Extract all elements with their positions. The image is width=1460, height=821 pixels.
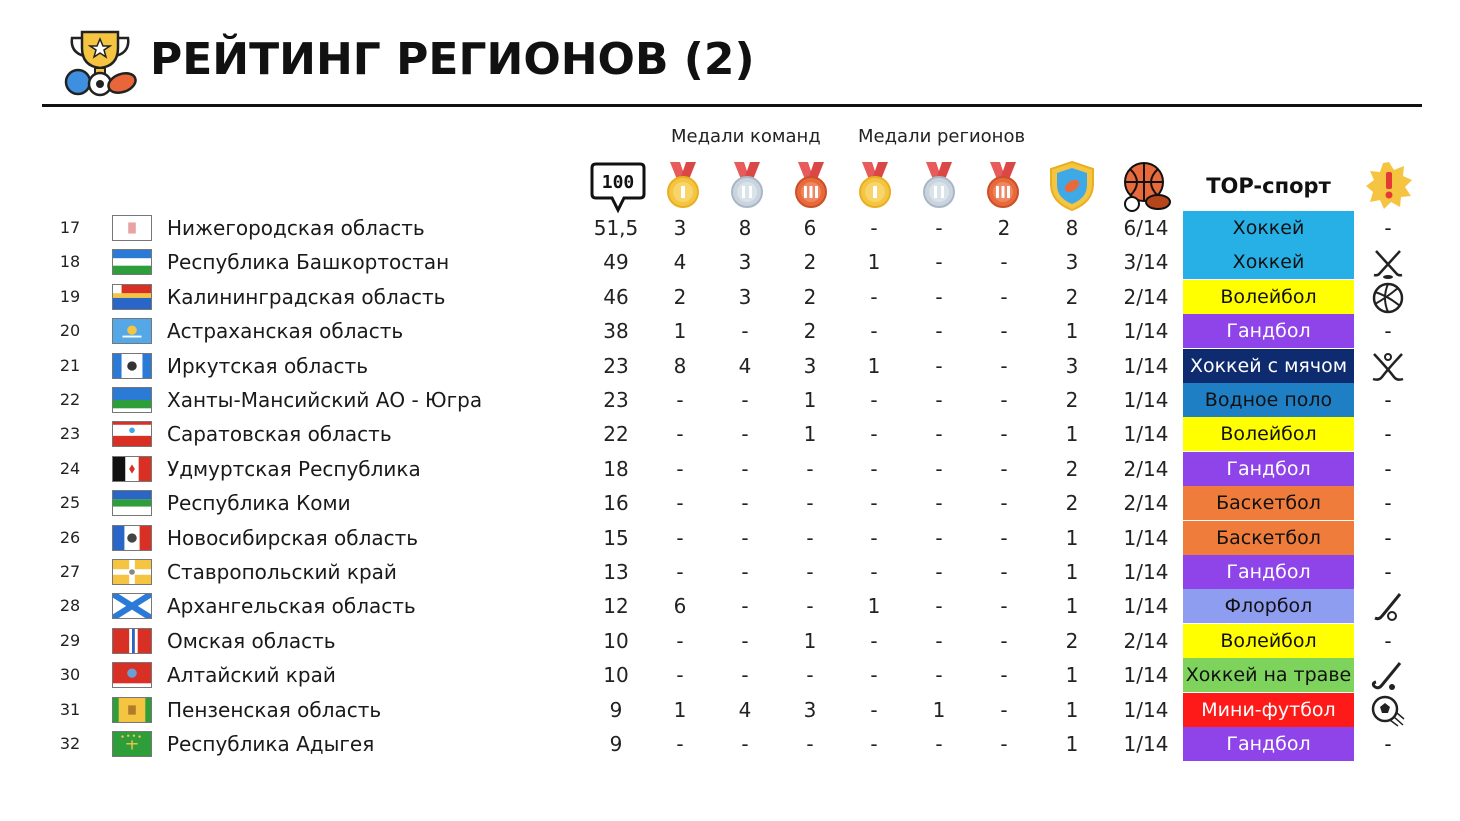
team-silver-count: - bbox=[741, 560, 749, 584]
team-silver-count: 8 bbox=[738, 216, 752, 240]
region-bronze-count: - bbox=[1000, 422, 1008, 447]
region-gold-count: - bbox=[870, 628, 878, 653]
team-gold-count: 6 bbox=[673, 594, 687, 619]
team-silver-count: - bbox=[741, 628, 749, 653]
shield-badge-icon bbox=[1045, 160, 1099, 212]
team-bronze-count: - bbox=[806, 594, 814, 619]
team-silver-count: 4 bbox=[738, 353, 752, 378]
region-name: Ханты-Мансийский АО - Югра bbox=[167, 388, 483, 412]
team-bronze-count: 1 bbox=[803, 422, 817, 447]
team-gold-count: - bbox=[676, 491, 684, 516]
team-gold-count: - bbox=[676, 560, 684, 584]
sports-count: 1 bbox=[1065, 319, 1079, 344]
table-row bbox=[0, 658, 1460, 692]
sports-share: 1/14 bbox=[1123, 388, 1169, 412]
sports-count: 2 bbox=[1065, 284, 1079, 309]
region-name: Удмуртская Республика bbox=[167, 456, 421, 481]
region-name: Архангельская область bbox=[167, 594, 416, 619]
rank-number: 30 bbox=[59, 665, 81, 685]
sports-count: 2 bbox=[1065, 388, 1079, 412]
top-sport-badge: Гандбол bbox=[1183, 452, 1354, 486]
region-name: Калининградская область bbox=[167, 284, 446, 309]
team-bronze-count: 2 bbox=[803, 284, 817, 309]
region-gold-count: - bbox=[870, 456, 878, 481]
region-bronze-count: - bbox=[1000, 663, 1008, 688]
region-name: Алтайский край bbox=[167, 663, 336, 688]
rank-number: 21 bbox=[59, 355, 81, 375]
note-dash: - bbox=[1384, 216, 1392, 240]
team-gold-count: - bbox=[676, 628, 684, 653]
region-gold-count: - bbox=[870, 284, 878, 309]
team-gold-count: 1 bbox=[673, 319, 687, 344]
note-dash: - bbox=[1384, 560, 1392, 584]
team-silver-count: - bbox=[741, 732, 749, 756]
rank-number: 19 bbox=[59, 286, 81, 306]
score-value: 23 bbox=[603, 353, 629, 378]
score-value: 22 bbox=[603, 422, 629, 447]
region-bronze-count: - bbox=[1000, 628, 1008, 653]
region-gold-count: - bbox=[870, 732, 878, 756]
team-silver-count: 4 bbox=[738, 697, 752, 722]
team-gold-count: - bbox=[676, 525, 684, 550]
score-value: 46 bbox=[603, 284, 629, 309]
note-dash: - bbox=[1384, 319, 1392, 344]
table-row bbox=[0, 245, 1460, 279]
bronze-medal-icon-region bbox=[976, 160, 1030, 212]
score-value: 15 bbox=[603, 525, 629, 550]
region-flag-icon bbox=[112, 318, 152, 344]
region-flag-icon bbox=[112, 628, 152, 654]
team-bronze-count: 1 bbox=[803, 388, 817, 412]
rank-number: 26 bbox=[59, 527, 81, 547]
region-bronze-count: - bbox=[1000, 250, 1008, 275]
top-sport-badge: Хоккей bbox=[1183, 211, 1354, 245]
region-name: Пензенская область bbox=[167, 697, 382, 722]
silver-medal-icon-team bbox=[720, 160, 774, 212]
score-value: 12 bbox=[603, 594, 629, 619]
sports-share: 2/14 bbox=[1123, 491, 1169, 516]
region-flag-icon bbox=[112, 215, 152, 241]
sports-share: 1/14 bbox=[1123, 663, 1169, 688]
region-silver-count: 1 bbox=[932, 697, 946, 722]
region-flag-icon bbox=[112, 284, 152, 310]
region-name: Новосибирская область bbox=[167, 525, 419, 550]
rank-number: 28 bbox=[59, 596, 81, 616]
sports-count: 1 bbox=[1065, 594, 1079, 619]
region-silver-count: - bbox=[935, 663, 943, 688]
table-row bbox=[0, 521, 1460, 555]
volleyball-icon bbox=[1368, 280, 1408, 314]
sports-count: 1 bbox=[1065, 525, 1079, 550]
team-gold-count: 1 bbox=[673, 697, 687, 722]
team-bronze-count: - bbox=[806, 456, 814, 481]
region-flag-icon bbox=[112, 490, 152, 516]
table-row bbox=[0, 211, 1460, 245]
region-bronze-count: - bbox=[1000, 388, 1008, 412]
sports-share: 3/14 bbox=[1123, 250, 1169, 275]
header bbox=[62, 24, 1422, 104]
rank-number: 24 bbox=[59, 458, 81, 478]
region-silver-count: - bbox=[935, 594, 943, 619]
futsal-ball-icon bbox=[1368, 693, 1408, 727]
score-value: 49 bbox=[603, 250, 629, 275]
region-silver-count: - bbox=[935, 388, 943, 412]
team-bronze-count: - bbox=[806, 732, 814, 756]
sports-share: 1/14 bbox=[1123, 353, 1169, 378]
region-name: Республика Коми bbox=[167, 491, 351, 516]
score-value: 9 bbox=[609, 697, 623, 722]
score-speech-icon bbox=[590, 160, 646, 216]
region-bronze-count: - bbox=[1000, 697, 1008, 722]
note-dash: - bbox=[1384, 525, 1392, 550]
rank-number: 22 bbox=[59, 390, 81, 409]
rank-number: 29 bbox=[59, 630, 81, 650]
table-row bbox=[0, 555, 1460, 589]
region-flag-icon bbox=[112, 249, 152, 275]
top-sport-badge: Волейбол bbox=[1183, 417, 1354, 451]
page-title: РЕЙТИНГ РЕГИОНОВ (2) bbox=[150, 34, 755, 85]
region-name: Омская область bbox=[167, 628, 336, 653]
top-sport-badge: Баскетбол bbox=[1183, 521, 1354, 555]
region-name: Республика Башкортостан bbox=[167, 250, 450, 275]
team-silver-count: - bbox=[741, 594, 749, 619]
sports-count: 2 bbox=[1065, 456, 1079, 481]
team-gold-count: - bbox=[676, 388, 684, 412]
sports-count: 1 bbox=[1065, 663, 1079, 688]
table-row bbox=[0, 589, 1460, 623]
note-dash: - bbox=[1384, 456, 1392, 481]
team-bronze-count: 3 bbox=[803, 697, 817, 722]
team-bronze-count: 6 bbox=[803, 216, 817, 240]
region-name: Нижегородская область bbox=[167, 216, 425, 240]
region-gold-count: - bbox=[870, 525, 878, 550]
region-gold-count: - bbox=[870, 491, 878, 516]
note-dash: - bbox=[1384, 491, 1392, 516]
top-sport-badge: Флорбол bbox=[1183, 589, 1354, 623]
top-sport-badge: Баскетбол bbox=[1183, 486, 1354, 520]
sports-share: 6/14 bbox=[1123, 216, 1169, 240]
region-silver-count: - bbox=[935, 216, 943, 240]
top-sport-badge: Хоккей с мячом bbox=[1183, 349, 1354, 383]
team-silver-count: - bbox=[741, 456, 749, 481]
alert-badge-icon bbox=[1364, 160, 1414, 210]
top-sport-badge: Гандбол bbox=[1183, 555, 1354, 589]
region-gold-count: - bbox=[870, 216, 878, 240]
region-silver-count: - bbox=[935, 525, 943, 550]
region-silver-count: - bbox=[935, 422, 943, 447]
table-row bbox=[0, 349, 1460, 383]
region-flag-icon bbox=[112, 593, 152, 619]
rank-number: 17 bbox=[59, 218, 81, 237]
sports-share: 2/14 bbox=[1123, 456, 1169, 481]
sports-share: 1/14 bbox=[1123, 525, 1169, 550]
region-bronze-count: - bbox=[1000, 525, 1008, 550]
region-silver-count: - bbox=[935, 319, 943, 344]
rank-number: 31 bbox=[59, 699, 81, 719]
team-bronze-count: - bbox=[806, 491, 814, 516]
rank-number: 20 bbox=[59, 321, 81, 341]
table-row bbox=[0, 383, 1460, 417]
sports-share: 2/14 bbox=[1123, 284, 1169, 309]
sports-count: 2 bbox=[1065, 491, 1079, 516]
top-sport-badge: Гандбол bbox=[1183, 314, 1354, 348]
region-gold-count: 1 bbox=[867, 594, 881, 619]
table-row bbox=[0, 486, 1460, 520]
team-bronze-count: 2 bbox=[803, 319, 817, 344]
gold-medal-icon-team bbox=[656, 160, 710, 212]
note-dash: - bbox=[1384, 732, 1392, 756]
region-bronze-count: - bbox=[1000, 560, 1008, 584]
top-sport-badge: Волейбол bbox=[1183, 280, 1354, 314]
score-value: 13 bbox=[603, 560, 629, 584]
team-bronze-count: - bbox=[806, 525, 814, 550]
region-name: Иркутская область bbox=[167, 353, 368, 378]
sports-share: 2/14 bbox=[1123, 628, 1169, 653]
sports-share: 1/14 bbox=[1123, 594, 1169, 619]
region-flag-icon bbox=[112, 456, 152, 482]
sports-count: 1 bbox=[1065, 732, 1079, 756]
top-sport-badge: Гандбол bbox=[1183, 727, 1354, 761]
team-bronze-count: 2 bbox=[803, 250, 817, 275]
gold-medal-icon-region bbox=[848, 160, 902, 212]
note-dash: - bbox=[1384, 628, 1392, 653]
score-value: 10 bbox=[603, 628, 629, 653]
region-bronze-count: - bbox=[1000, 353, 1008, 378]
region-gold-count: - bbox=[870, 319, 878, 344]
table-row bbox=[0, 314, 1460, 348]
floorball-icon bbox=[1368, 589, 1408, 623]
score-value: 18 bbox=[603, 456, 629, 481]
region-bronze-count: - bbox=[1000, 284, 1008, 309]
table-row bbox=[0, 727, 1460, 761]
team-gold-count: - bbox=[676, 422, 684, 447]
region-flag-icon bbox=[112, 387, 152, 413]
top-sport-header: TOP-спорт bbox=[1206, 174, 1331, 198]
region-gold-count: - bbox=[870, 560, 878, 584]
bronze-medal-icon-team bbox=[784, 160, 838, 212]
sports-share: 1/14 bbox=[1123, 422, 1169, 447]
region-silver-count: - bbox=[935, 491, 943, 516]
team-gold-count: 2 bbox=[673, 284, 687, 309]
top-sport-badge: Хоккей bbox=[1183, 245, 1354, 279]
team-silver-count: - bbox=[741, 525, 749, 550]
sports-share: 1/14 bbox=[1123, 560, 1169, 584]
score-icon-text: 100 bbox=[601, 172, 635, 193]
team-silver-count: - bbox=[741, 319, 749, 344]
team-silver-count: 3 bbox=[738, 284, 752, 309]
region-flag-icon bbox=[112, 525, 152, 551]
note-dash: - bbox=[1384, 422, 1392, 447]
table-row bbox=[0, 280, 1460, 314]
region-silver-count: - bbox=[935, 732, 943, 756]
score-value: 10 bbox=[603, 663, 629, 688]
region-silver-count: - bbox=[935, 628, 943, 653]
table-row bbox=[0, 452, 1460, 486]
top-sport-badge: Мини-футбол bbox=[1183, 693, 1354, 727]
team-gold-count: 3 bbox=[673, 216, 687, 240]
region-gold-count: 1 bbox=[867, 353, 881, 378]
region-gold-count: 1 bbox=[867, 250, 881, 275]
score-value: 23 bbox=[603, 388, 629, 412]
score-value: 51,5 bbox=[593, 216, 639, 240]
rank-number: 23 bbox=[59, 424, 81, 444]
region-flag-icon bbox=[112, 559, 152, 585]
top-sport-badge: Хоккей на траве bbox=[1183, 658, 1354, 692]
region-medals-label: Медали регионов bbox=[858, 126, 1026, 147]
team-gold-count: - bbox=[676, 663, 684, 688]
sports-balls-icon bbox=[1118, 160, 1172, 212]
sports-count: 1 bbox=[1065, 422, 1079, 447]
sports-share: 1/14 bbox=[1123, 697, 1169, 722]
team-silver-count: - bbox=[741, 491, 749, 516]
trophy-sports-icon bbox=[62, 28, 138, 98]
team-silver-count: - bbox=[741, 663, 749, 688]
sports-count: 2 bbox=[1065, 628, 1079, 653]
region-gold-count: - bbox=[870, 388, 878, 412]
table-row bbox=[0, 624, 1460, 658]
score-value: 16 bbox=[603, 491, 629, 516]
region-name: Республика Адыгея bbox=[167, 732, 375, 756]
team-gold-count: 4 bbox=[673, 250, 687, 275]
note-dash: - bbox=[1384, 388, 1392, 412]
team-silver-count: 3 bbox=[738, 250, 752, 275]
hockey-sticks-icon bbox=[1368, 245, 1408, 279]
team-gold-count: 8 bbox=[673, 353, 687, 378]
sports-count: 3 bbox=[1065, 353, 1079, 378]
table-row bbox=[0, 417, 1460, 451]
team-bronze-count: 1 bbox=[803, 628, 817, 653]
sports-count: 1 bbox=[1065, 560, 1079, 584]
region-flag-icon bbox=[112, 697, 152, 723]
field-hockey-icon bbox=[1368, 658, 1408, 692]
region-silver-count: - bbox=[935, 250, 943, 275]
title-divider bbox=[42, 104, 1422, 107]
team-silver-count: - bbox=[741, 388, 749, 412]
rank-number: 32 bbox=[59, 734, 81, 753]
region-bronze-count: - bbox=[1000, 491, 1008, 516]
region-bronze-count: - bbox=[1000, 732, 1008, 756]
region-silver-count: - bbox=[935, 353, 943, 378]
sports-count: 8 bbox=[1065, 216, 1079, 240]
team-bronze-count: - bbox=[806, 663, 814, 688]
bandy-sticks-icon bbox=[1368, 349, 1408, 383]
team-gold-count: - bbox=[676, 456, 684, 481]
region-silver-count: - bbox=[935, 560, 943, 584]
region-name: Саратовская область bbox=[167, 422, 392, 447]
region-gold-count: - bbox=[870, 422, 878, 447]
score-value: 9 bbox=[609, 732, 623, 756]
region-flag-icon bbox=[112, 731, 152, 757]
region-gold-count: - bbox=[870, 697, 878, 722]
region-name: Астраханская область bbox=[167, 319, 404, 344]
region-bronze-count: - bbox=[1000, 319, 1008, 344]
region-flag-icon bbox=[112, 662, 152, 688]
region-gold-count: - bbox=[870, 663, 878, 688]
region-flag-icon bbox=[112, 353, 152, 379]
table-row bbox=[0, 693, 1460, 727]
rank-number: 25 bbox=[59, 493, 81, 513]
team-medals-label: Медали команд bbox=[671, 126, 821, 147]
sports-share: 1/14 bbox=[1123, 732, 1169, 756]
sports-count: 1 bbox=[1065, 697, 1079, 722]
sports-count: 3 bbox=[1065, 250, 1079, 275]
region-flag-icon bbox=[112, 421, 152, 447]
region-bronze-count: 2 bbox=[997, 216, 1011, 240]
team-bronze-count: 3 bbox=[803, 353, 817, 378]
region-silver-count: - bbox=[935, 456, 943, 481]
silver-medal-icon-region bbox=[912, 160, 966, 212]
region-bronze-count: - bbox=[1000, 594, 1008, 619]
rank-number: 27 bbox=[59, 562, 81, 581]
region-bronze-count: - bbox=[1000, 456, 1008, 481]
region-name: Ставропольский край bbox=[167, 560, 397, 584]
rank-number: 18 bbox=[59, 252, 81, 272]
region-silver-count: - bbox=[935, 284, 943, 309]
team-gold-count: - bbox=[676, 732, 684, 756]
team-bronze-count: - bbox=[806, 560, 814, 584]
score-value: 38 bbox=[603, 319, 629, 344]
top-sport-badge: Водное поло bbox=[1183, 383, 1354, 417]
team-silver-count: - bbox=[741, 422, 749, 447]
top-sport-badge: Волейбол bbox=[1183, 624, 1354, 658]
sports-share: 1/14 bbox=[1123, 319, 1169, 344]
